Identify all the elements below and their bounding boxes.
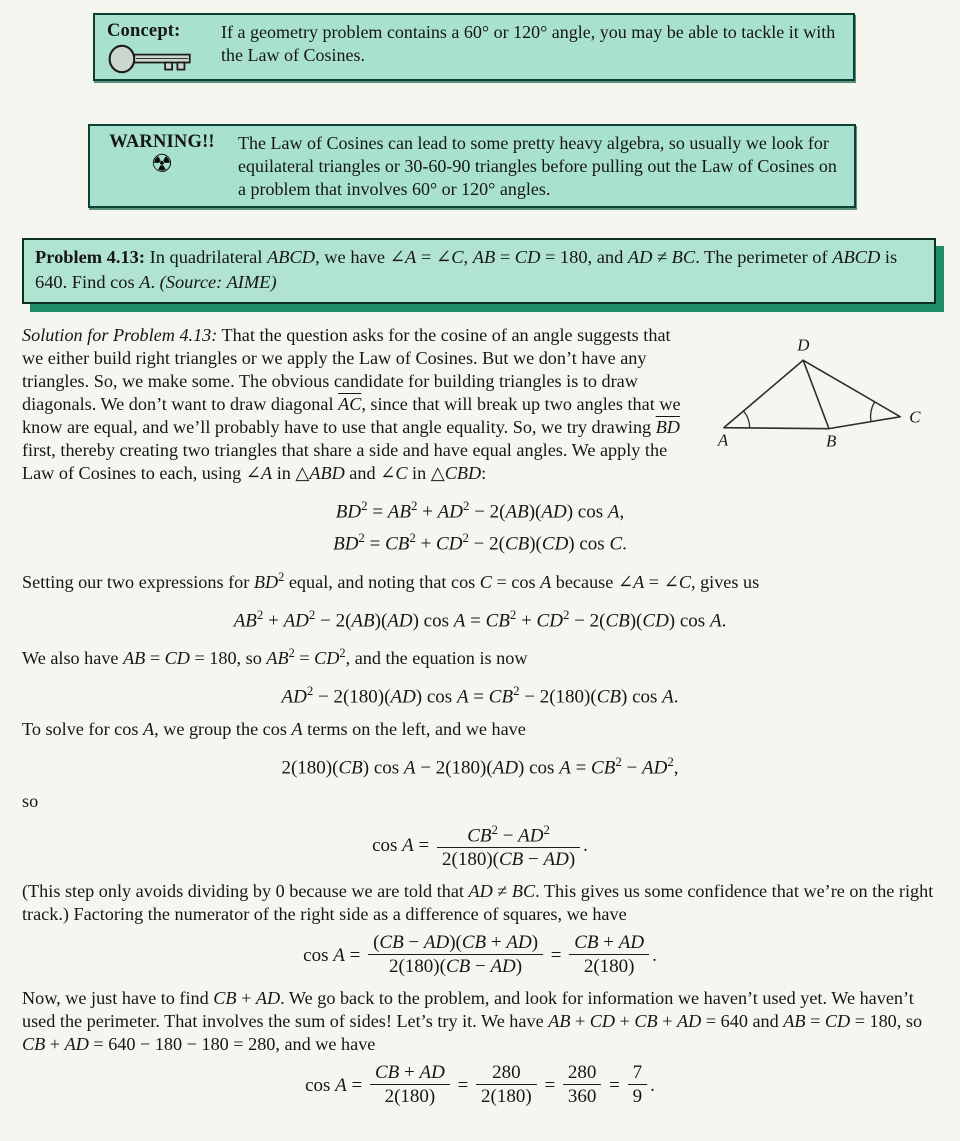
quadrilateral-outline xyxy=(724,360,900,428)
problem-box xyxy=(22,238,936,304)
warning-box-head xyxy=(102,131,222,201)
solution-paragraph-1-text: Solution for Problem 4.13: That the question asks for the cosine of an angle suggests that we either build right triangles or we apply the Law of Cosines. But we don’t have any triangles. So, we make some. The obvious candidate for building triangles is to draw diagonals. We don’t want to draw diagonal $\overline{AC}$, since that will break up two angles that we know are equal, and we’ll probably have to use that angle equality. So, we try drawing $\overline{BD}$ first, thereby creating two triangles that share a side and have equal angles. We apply the Law of Cosines to each, using ∠A in △ABD and ∠C in △CBD: xyxy=(22,325,681,483)
solution-section xyxy=(22,324,938,1109)
quadrilateral-diagram xyxy=(710,326,938,452)
equation-factored: cos A = $\frac{(CB - AD)(CB + AD)}{2(180)(CB - AD)}$ = $\frac{CB + AD}{2(180)}$ . xyxy=(303,932,657,978)
warning-label: WARNING!! xyxy=(109,132,215,152)
radiation-icon: ☢ xyxy=(150,151,174,178)
angle-arc-c xyxy=(871,402,875,422)
solution-paragraph-2: Setting our two expressions for $BD^2$ equal, and noting that cos C = cos A because ∠A = ∠C, gives us xyxy=(22,569,760,592)
solution-paragraph-5: so xyxy=(22,790,39,811)
equation-cos-a-fraction: cos A = $\frac{CB^2 - AD^2}{2(180)(CB - AD)}$ . xyxy=(22,821,938,872)
equation-set-equal: $AB^2 + AD^2 - 2(AB)(AD)$ $\cos A = CB^2 + CD^2 - 2(CB)(CD)$ cos A. xyxy=(233,606,727,632)
key-icon xyxy=(107,44,195,74)
concept-label: Concept: xyxy=(107,21,181,41)
equation-bd-cbd: $BD^2 = CB^2 + CD^2 - 2(CB)(CD)$ cos C. xyxy=(333,530,627,555)
vertex-label-c: C xyxy=(909,407,921,427)
solution-paragraph-1 xyxy=(22,324,938,485)
solution-paragraph-7: Now, we just have to find CB + AD. We go back to the problem, and look for information we haven’t used yet. We haven’t used the perimeter. That involves the sum of sides! Let’s try it. We have AB + CD + CB + AD = 640 and AB = CD = 180, so CB + AD = 640 − 180 − 180 = 280, and we have xyxy=(22,988,923,1055)
warning-text: The Law of Cosines can lead to some pretty heavy algebra, so usually we look for equilateral triangles or 30-60-90 triangles before pulling out the Law of Cosines on a problem that involves 60° or 120° angles. xyxy=(238,133,837,199)
textbook-page xyxy=(0,13,960,1109)
vertex-label-d: D xyxy=(797,335,810,355)
equation-law-of-cosines-pair xyxy=(22,493,938,558)
equation-final-answer: cos A = $\frac{CB + AD}{2(180)}$ = $\frac{280}{2(180)}$ = $\frac{280}{360}$ = $\frac{7}{9}$ . xyxy=(305,1062,655,1108)
diagonal-bd xyxy=(803,360,829,428)
equation-simplified: $AD^2 - 2(180)(AD)$ $\cos A = CB^2 - 2(180)(CB)$ cos A. xyxy=(281,683,679,708)
concept-box-head xyxy=(107,20,205,74)
vertex-label-b: B xyxy=(825,431,837,451)
problem-label: Problem 4.13: xyxy=(35,247,145,267)
problem-text: In quadrilateral ABCD, we have ∠A = ∠C, AB = CD = 180, and AD ≠ BC. The perimeter of ABCD is 640. Find cos A. (Source: AIME) xyxy=(35,247,898,292)
solution-paragraph-3: We also have AB = CD = 180, so $AB^2 = CD^2$, and the equation is now xyxy=(22,646,528,669)
warning-box xyxy=(88,124,856,208)
concept-text: If a geometry problem contains a 60° or 120° angle, you may be able to tackle it with the Law of Cosines. xyxy=(221,22,836,65)
equation-bd-abd: $BD^2 = AB^2 + AD^2 - 2(AB)(AD)$ cos A, xyxy=(335,498,625,523)
solution-paragraph-4: To solve for cos A, we group the cos A terms on the left, and we have xyxy=(22,719,526,740)
vertex-label-a: A xyxy=(717,430,729,450)
concept-box xyxy=(93,13,855,81)
solution-paragraph-6: (This step only avoids dividing by 0 because we are told that AD ≠ BC. This gives us some confidence that we’re on the right track.) Factoring the numerator of the right side as a difference of squares, we have xyxy=(22,881,934,925)
angle-arc-a xyxy=(744,411,750,428)
equation-grouped: 2(180)(CB) cos A − 2(180)(AD) $\cos A = CB^2 - AD^2$, xyxy=(281,754,679,779)
